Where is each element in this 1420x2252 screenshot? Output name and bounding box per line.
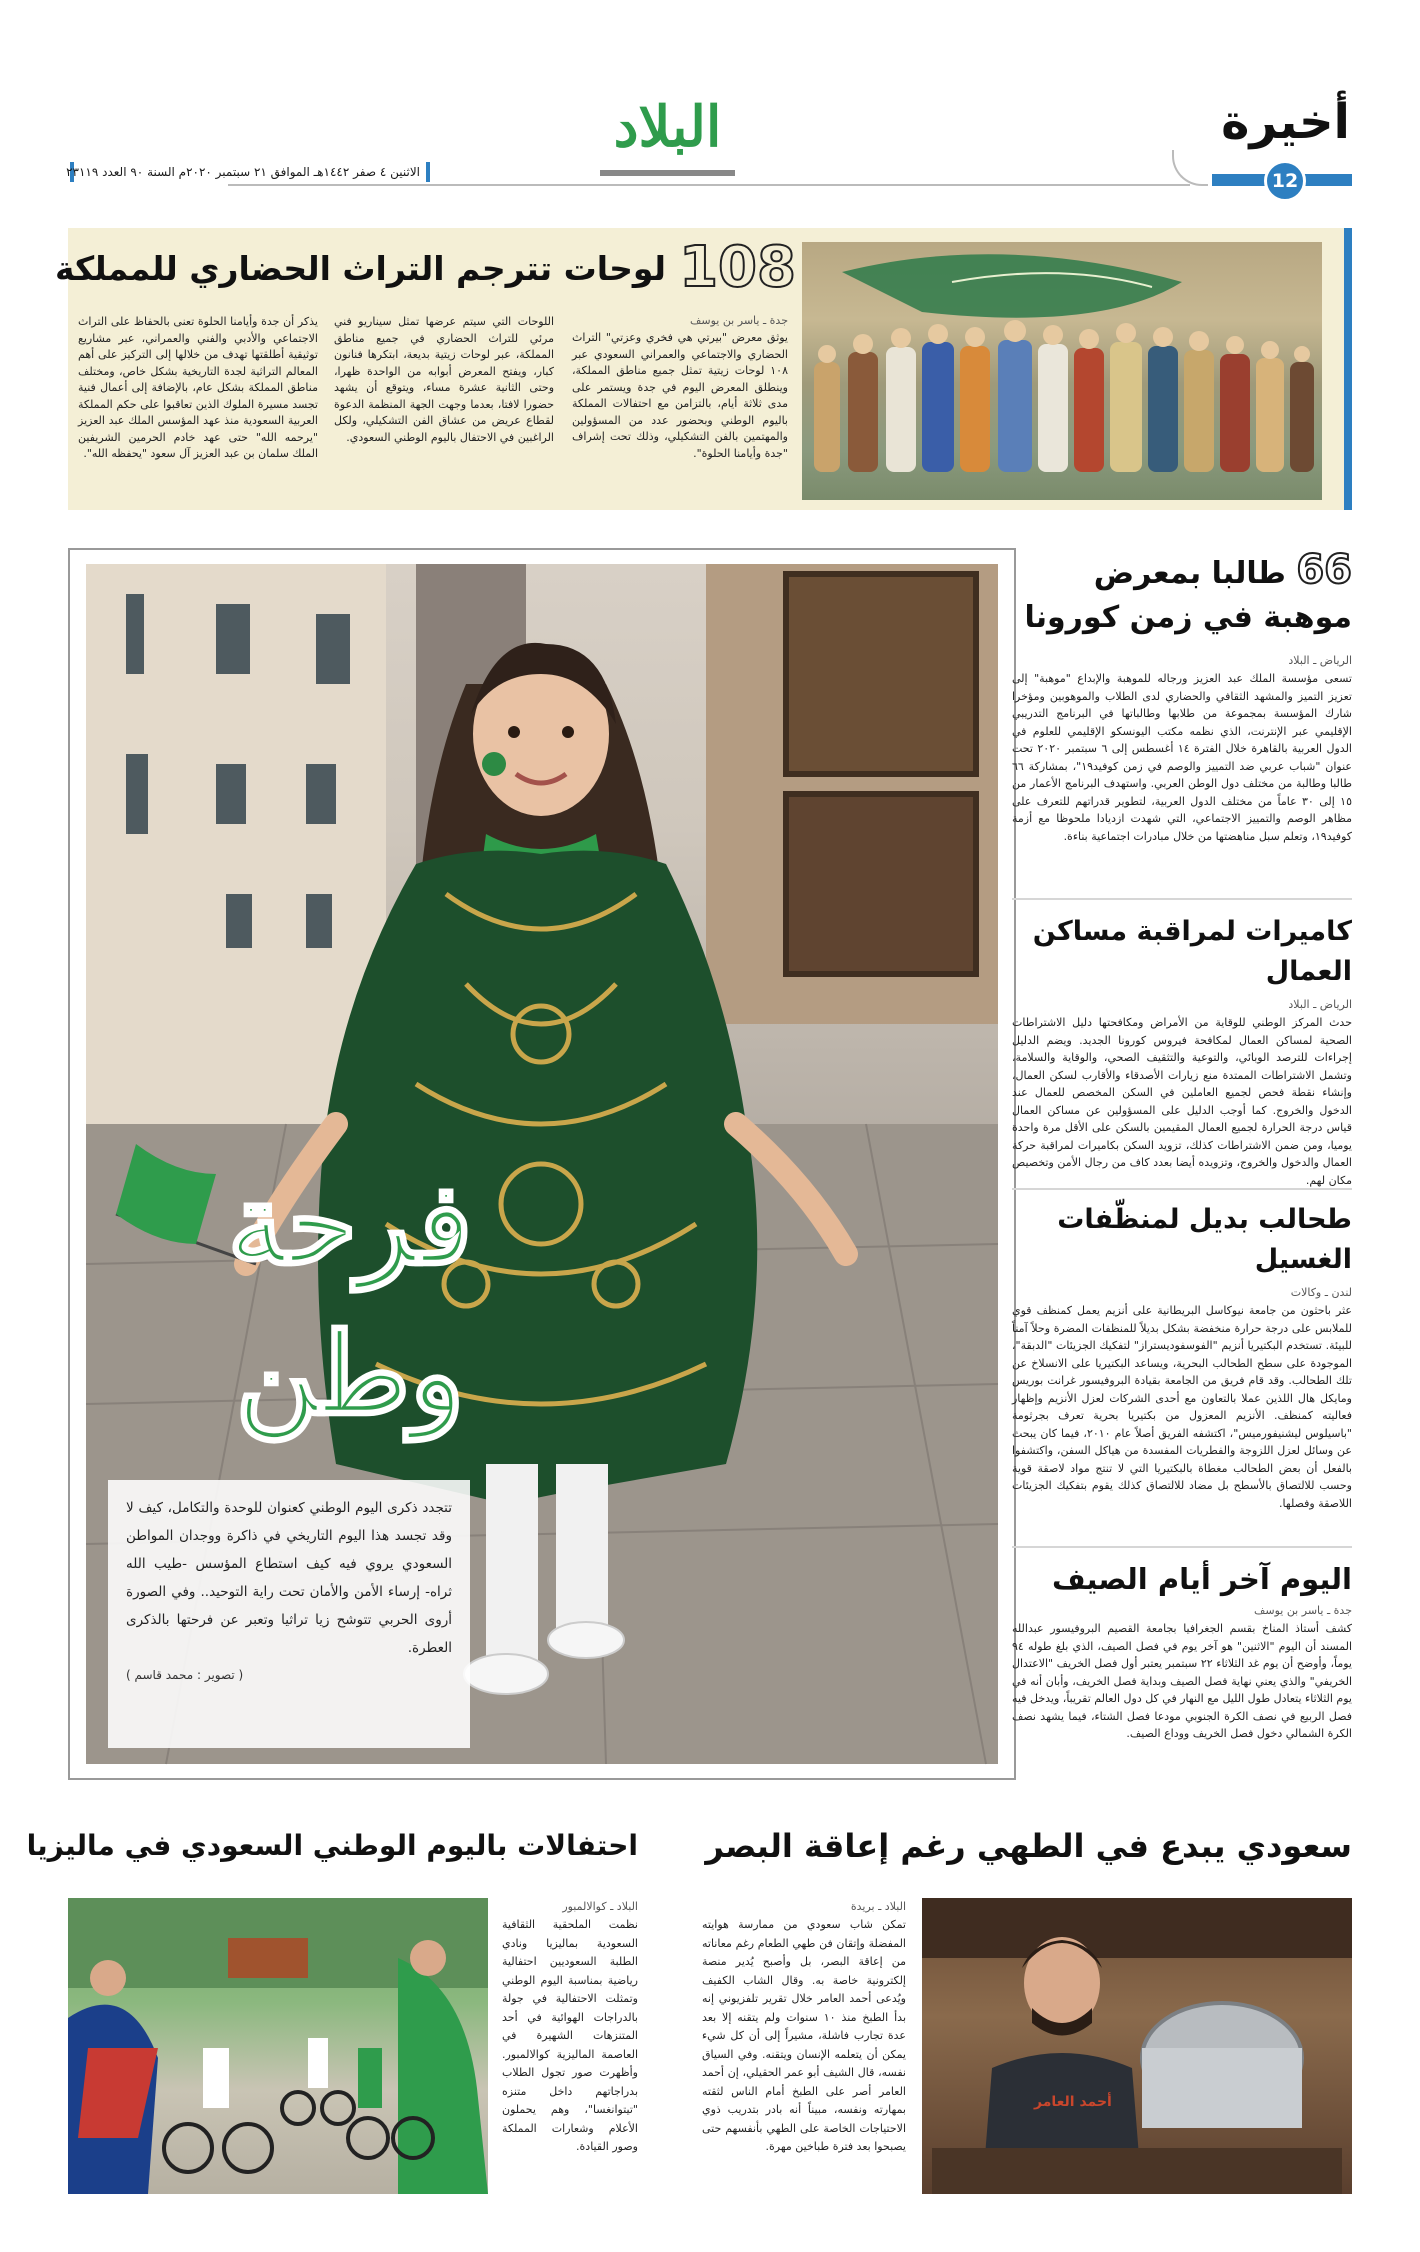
sidebar-story-1 (1012, 548, 1352, 845)
chef-photo (922, 1898, 1352, 2194)
top-story-number: 108 (679, 235, 796, 300)
bottom-left-text (502, 1900, 638, 2157)
top-story-byline: جدة ـ ياسر بن يوسف (689, 314, 788, 327)
section-title: أخيرة (1221, 94, 1350, 150)
heritage-paintings-photo (802, 242, 1322, 500)
header-rule (228, 184, 1190, 186)
sidebar-divider-3 (1012, 1546, 1352, 1548)
bottom-right-body: تمكن شاب سعودي من ممارسة هوايته المفضلة وإتقان فن طهي الطعام رغم معاناته من إعاقة البصر، بل وأصبح يُدير منصة إلكترونية خاصة به. وقال الشاب الكفيف ويُدعى أحمد العامر خلال تقرير تلفزيوني إنه بدأ الطبخ منذ ١٠ سنوات ولم يتقنه إلا بعد عدة تجارب فاشلة، مشيراً إلى أن كل شيء يمكن أن يتعلمه الإنسان ويتقنه. وفي السياق نفسه، قال الشيف أبو عمر الحقيلي، إن أحمد العامر أصر على الطبخ أمام الناس لثقته بمهارته ونفسه، مبيناً أنه بادر بتدريب ذوي الاحتياجات الخاصة على الطهي بأنفسهم حتى يصبحوا بعد فترة طباخين مهرة. (702, 1918, 907, 2153)
sidebar-story-1-headline (1012, 548, 1352, 640)
sidebar-story-1-number: 66 (1296, 547, 1352, 593)
sidebar-story-1-body: تسعى مؤسسة الملك عبد العزيز ورجاله للموهبة والإبداع "موهبة" إلى تعزيز التميز والمشهد الثقافي والحضاري لدى الطلاب والموهوبين ومؤخرا شارك المؤسسة بمجموعة من طلابها وطالباتها في البرنامج التدريبي الإقليمي عبر الإنترنت، الذي نظمه مكتب اليونسكو الإقليمي للعلوم في الدول العربية بالقاهرة خلال الفترة ١٤ أغسطس إلى ٦ سبتمبر ٢٠٢٠ تحت عنوان "شباب عربي ضد التمييز والوصم في زمن كوفيد١٩"، بمشاركة ٦٦ طالبا وطالبة من مختلف دول الوطن العربي. واستهدف البرنامج الأعمار من ١٥ إلى ٣٠ عاماً من مختلف الدول العربية، لتطوير قدراتهم للتعرف على مظاهر الوصم والتمييز الاجتماعي، التي شهدت ازديادا ملحوظا مع أزمة كوفيد١٩، وتعلم سبل مناهضتها من خلال مبادرات اجتماعية بناءة. (1012, 672, 1352, 843)
top-story-title: لوحات تترجم التراث الحضاري للمملكة (54, 249, 666, 288)
feature-frame (68, 548, 1016, 1780)
bottom-right-story (702, 1822, 1352, 2202)
dateline: الاثنين ٤ صفر ١٤٤٢هـ الموافق ٢١ سبتمبر ٢٠٢٠م السنة ٩٠ العدد ٢٣١١٩ (70, 162, 430, 182)
bottom-left-byline: البلاد ـ كوالالمبور (562, 1900, 638, 1913)
top-story-col-1-text: يوثق معرض "بيرتي هي فخري وعزتي" التراث الحضاري والاجتماعي والعمراني السعودي عبر ١٠٨ لوحات زيتية تمثل جميع مناطق المملكة، وينطلق المعرض اليوم في جدة ويستمر على مدى ثلاثة أيام، بالتزامن مع احتفالات المملكة باليوم الوطني وبحضور عدد من المسؤولين والمهتمين بالفن التشكيلي، وذلك تحت إشراف "جدة وأيامنا الحلوة". (572, 331, 788, 460)
sidebar-story-4 (1012, 1558, 1352, 1743)
bottom-left-body: نظمت الملحقية الثقافية السعودية بماليزيا ونادي الطلبة السعوديين احتفالية رياضية بمناسبة اليوم الوطني وتمثلت الاحتفالية في جولة بالدراجات الهوائية في أحد المتنزهات الشهيرة في العاصمة الماليزية كوالالمبور. وأظهرت صور تجول الطلاب بدراجاتهم داخل متنزه "تيتوانغسا"، وهم يحملون الأعلام وشعارات المملكة وصور القيادة. (502, 1918, 638, 2153)
masthead (0, 0, 1420, 200)
sidebar-story-2 (1012, 912, 1352, 1189)
header-rule-curve (1172, 150, 1208, 186)
logo (600, 92, 735, 182)
sidebar-story-2-byline: الرياض ـ البلاد (1288, 998, 1352, 1011)
cycling-photo (68, 1898, 488, 2194)
top-story-col-3: يذكر أن جدة وأيامنا الحلوة تعنى بالحفاظ على التراث الاجتماعي والأدبي والفني والعمراني، عبر مشاريع توثيقية أطلقتها تهدف من خلالها إلى التركيز على أهم المعالم التراثية لجدة التاريخية بشكل خاص، ومختلف مناطق المملكة بشكل عام، بالإضافة إلى أعمال فنية تجسد مسيرة الملوك الذين تعاقبوا على حكم المملكة العربية السعودية منذ عهد المؤسس الملك عبد العزيز "يرحمه الله" حتى عهد خادم الحرمين الشريفين الملك سلمان بن عبد العزيز آل سعود "يحفظه الله". (78, 315, 318, 460)
sidebar-story-2-title: كاميرات لمراقبة مساكن العمال (1032, 916, 1352, 987)
logo-underline (600, 170, 735, 176)
chef-apron-sign: أحمد العامر (1034, 2094, 1112, 2110)
sidebar-story-3-byline: لندن ـ وكالات (1290, 1286, 1352, 1299)
bottom-left-title: احتفالات باليوم الوطني السعودي في ماليزيا (26, 1829, 638, 1862)
heritage-painting-figures (802, 242, 1322, 500)
sidebar-story-3-body: عثر باحثون من جامعة نيوكاسل البريطانية على أنزيم يعمل كمنظف قوي للملابس على درجة حرارة منخفضة بشكل بديلاً للمنظفات المضرة وحلاً آمناً للبيئة. تستخدم البكتيريا أنزيم "الفوسفوديستراز" لتفكيك الجزيئات "الدبقة"، الموجودة على سطح الطحالب البحرية، ويساعد البكتيريا على الانسلاخ عن تلك الطحالب. وقد قام فريق من الجامعة بقيادة البروفيسور غرانت بوريس ومايكل هال اللذين عملا بالتعاون مع أحدى الشركات لعزل الأنزيم وإظهار فعاليته كمنظف. الأنزيم المعزول من بكتيريا بحرية تعرف بجرثومة "باسيلوس ليشنيفورميس"، اكتشفه الفريق أصلاً عام ٢٠١٠، فيما كان يبحث عن وسائل لعزل اللزوجة والفطريات المفسدة من هياكل السفن، واكتشفوا بالفعل أن بعض الطحالب مغطاة بالبكتيريا التي لا تنتج مواد لاصقة قوية وحسب للالتصاق بالأسطح بل مضاد للالتصاق كذلك يقوم بتفكيك الجزيئات اللاصقة وفصلها. (1012, 1304, 1352, 1510)
feature-caption-box (108, 1480, 470, 1748)
feature-credit: ( تصوير : محمد قاسم ) (126, 1668, 244, 1682)
top-story-col-1 (572, 314, 788, 462)
cycling-photo-scene (68, 1898, 488, 2194)
bottom-right-text (702, 1900, 906, 2157)
bottom-left-story (26, 1822, 638, 2202)
sidebar-story-1-byline: الرياض ـ البلاد (1288, 654, 1352, 667)
top-story-box (54, 228, 1352, 510)
feature-title-line-2: وطن (235, 1309, 465, 1440)
top-story-col-2: اللوحات التي سيتم عرضها تمثل سيناريو فني مرئي للتراث الحضاري في جميع مناطق المملكة، عبر لوحات زيتية بديعة، ابتكرها فنانون كبار، ويفتح المعرض أبوابه من الواحدة ظهرا، وحتى الثانية عشرة مساء، ويتوقع أن يشهد حضورا لافتا، بعدما وجهت الجهة المنظمة الدعوة لقطاع عريض من عشاق الفن التشكيلي، ولكل الراغبين في الاحتفال باليوم الوطني السعودي. (334, 315, 554, 444)
page-number-badge: 12 (1264, 160, 1306, 202)
chef-photo-scene (922, 1898, 1352, 2194)
sidebar-story-3-title: طحالب بديل لمنظّفات الغسيل (1057, 1204, 1352, 1275)
sidebar-divider-1 (1012, 898, 1352, 900)
logo-text: البلاد (613, 94, 722, 160)
feature-title-line-1: فرحة (227, 1159, 473, 1290)
sidebar-story-4-title: اليوم آخر أيام الصيف (1051, 1562, 1352, 1596)
sidebar-story-3 (1012, 1200, 1352, 1512)
sidebar-story-4-body: كشف أستاذ المناخ بقسم الجغرافيا بجامعة القصيم البروفيسور عبدالله المسند أن اليوم "الاثنين" هو آخر يوم في فصل الصيف، الذي بلغ طوله ٩٤ يوماً، وأوضح أن يوم غد الثلاثاء ٢٢ سبتمبر يعتبر أول فصل الخريف "الاعتدال الخريفي" والذي يعني نهاية فصل الصيف وبداية فصل الخريف، وأبان أنه في يوم الثلاثاء يتعادل طول الليل مع النهار في كل دول العالم تقريباً، ويدخل فيه فصل الربيع في نصف الكرة الجنوبي مودعا فصل الشتاء، فيما يشهد نصف الكرة الشمالي دخول فصل الخريف ووداع الصيف. (1012, 1622, 1352, 1740)
bottom-right-byline: البلاد ـ بريدة (850, 1900, 906, 1913)
sidebar-divider-2 (1012, 1188, 1352, 1190)
feature-caption: تتجدد ذكرى اليوم الوطني كعنوان للوحدة والتكامل، كيف لا وقد تجسد هذا اليوم التاريخي في ذاكرة ووجدان المواطن السعودي يروي فيه كيف استطاع المؤسس -طيب الله ثراه- إرساء الأمن والأمان تحت راية التوحيد.. وفي الصورة أروى الحربي تتوشح زيا تراثيا وتعبر عن فرحتها بالذكرى العطرة. (126, 1500, 452, 1656)
sidebar (1012, 548, 1352, 1792)
feature-title (190, 1150, 510, 1450)
sidebar-story-4-byline: جدة ـ ياسر بن يوسف (1253, 1604, 1352, 1617)
sidebar-story-2-body: حدث المركز الوطني للوقاية من الأمراض ومكافحتها دليل الاشتراطات الصحية لمساكن العمال لمكافحة فيروس كورونا الجديد. ويضم الدليل إجراءات للترصد الوبائي، والتوعية والتثقيف الصحي، والوقاية والسلامة، وتشمل الاشتراطات الممتدة منع زيارات الأصدقاء والأقارب لسكن العمال، وإنشاء نقطة فحص لجميع العاملين في السكن المخصص للعمال عند الدخول والخروج. كما أوجب الدليل على المسؤولين عن مساكن العمال قياس درجة الحرارة لجميع العمال المقيمين بالسكن على الأقل مرة واحدة يوميا، ومن ضمن الاشتراطات كذلك، تزويد السكن بكاميرات لمراقبة حركة العمال والدخول والخروج، وتزويده أيضا بعدد كاف من رجال الأمن وتخصيص مكان لهم. (1012, 1016, 1352, 1187)
sidebar-story-1-title: طالبا بمعرض موهبة في زمن كورونا (1024, 556, 1352, 635)
bottom-right-title: سعودي يبدع في الطهي رغم إعاقة البصر (705, 1827, 1352, 1865)
